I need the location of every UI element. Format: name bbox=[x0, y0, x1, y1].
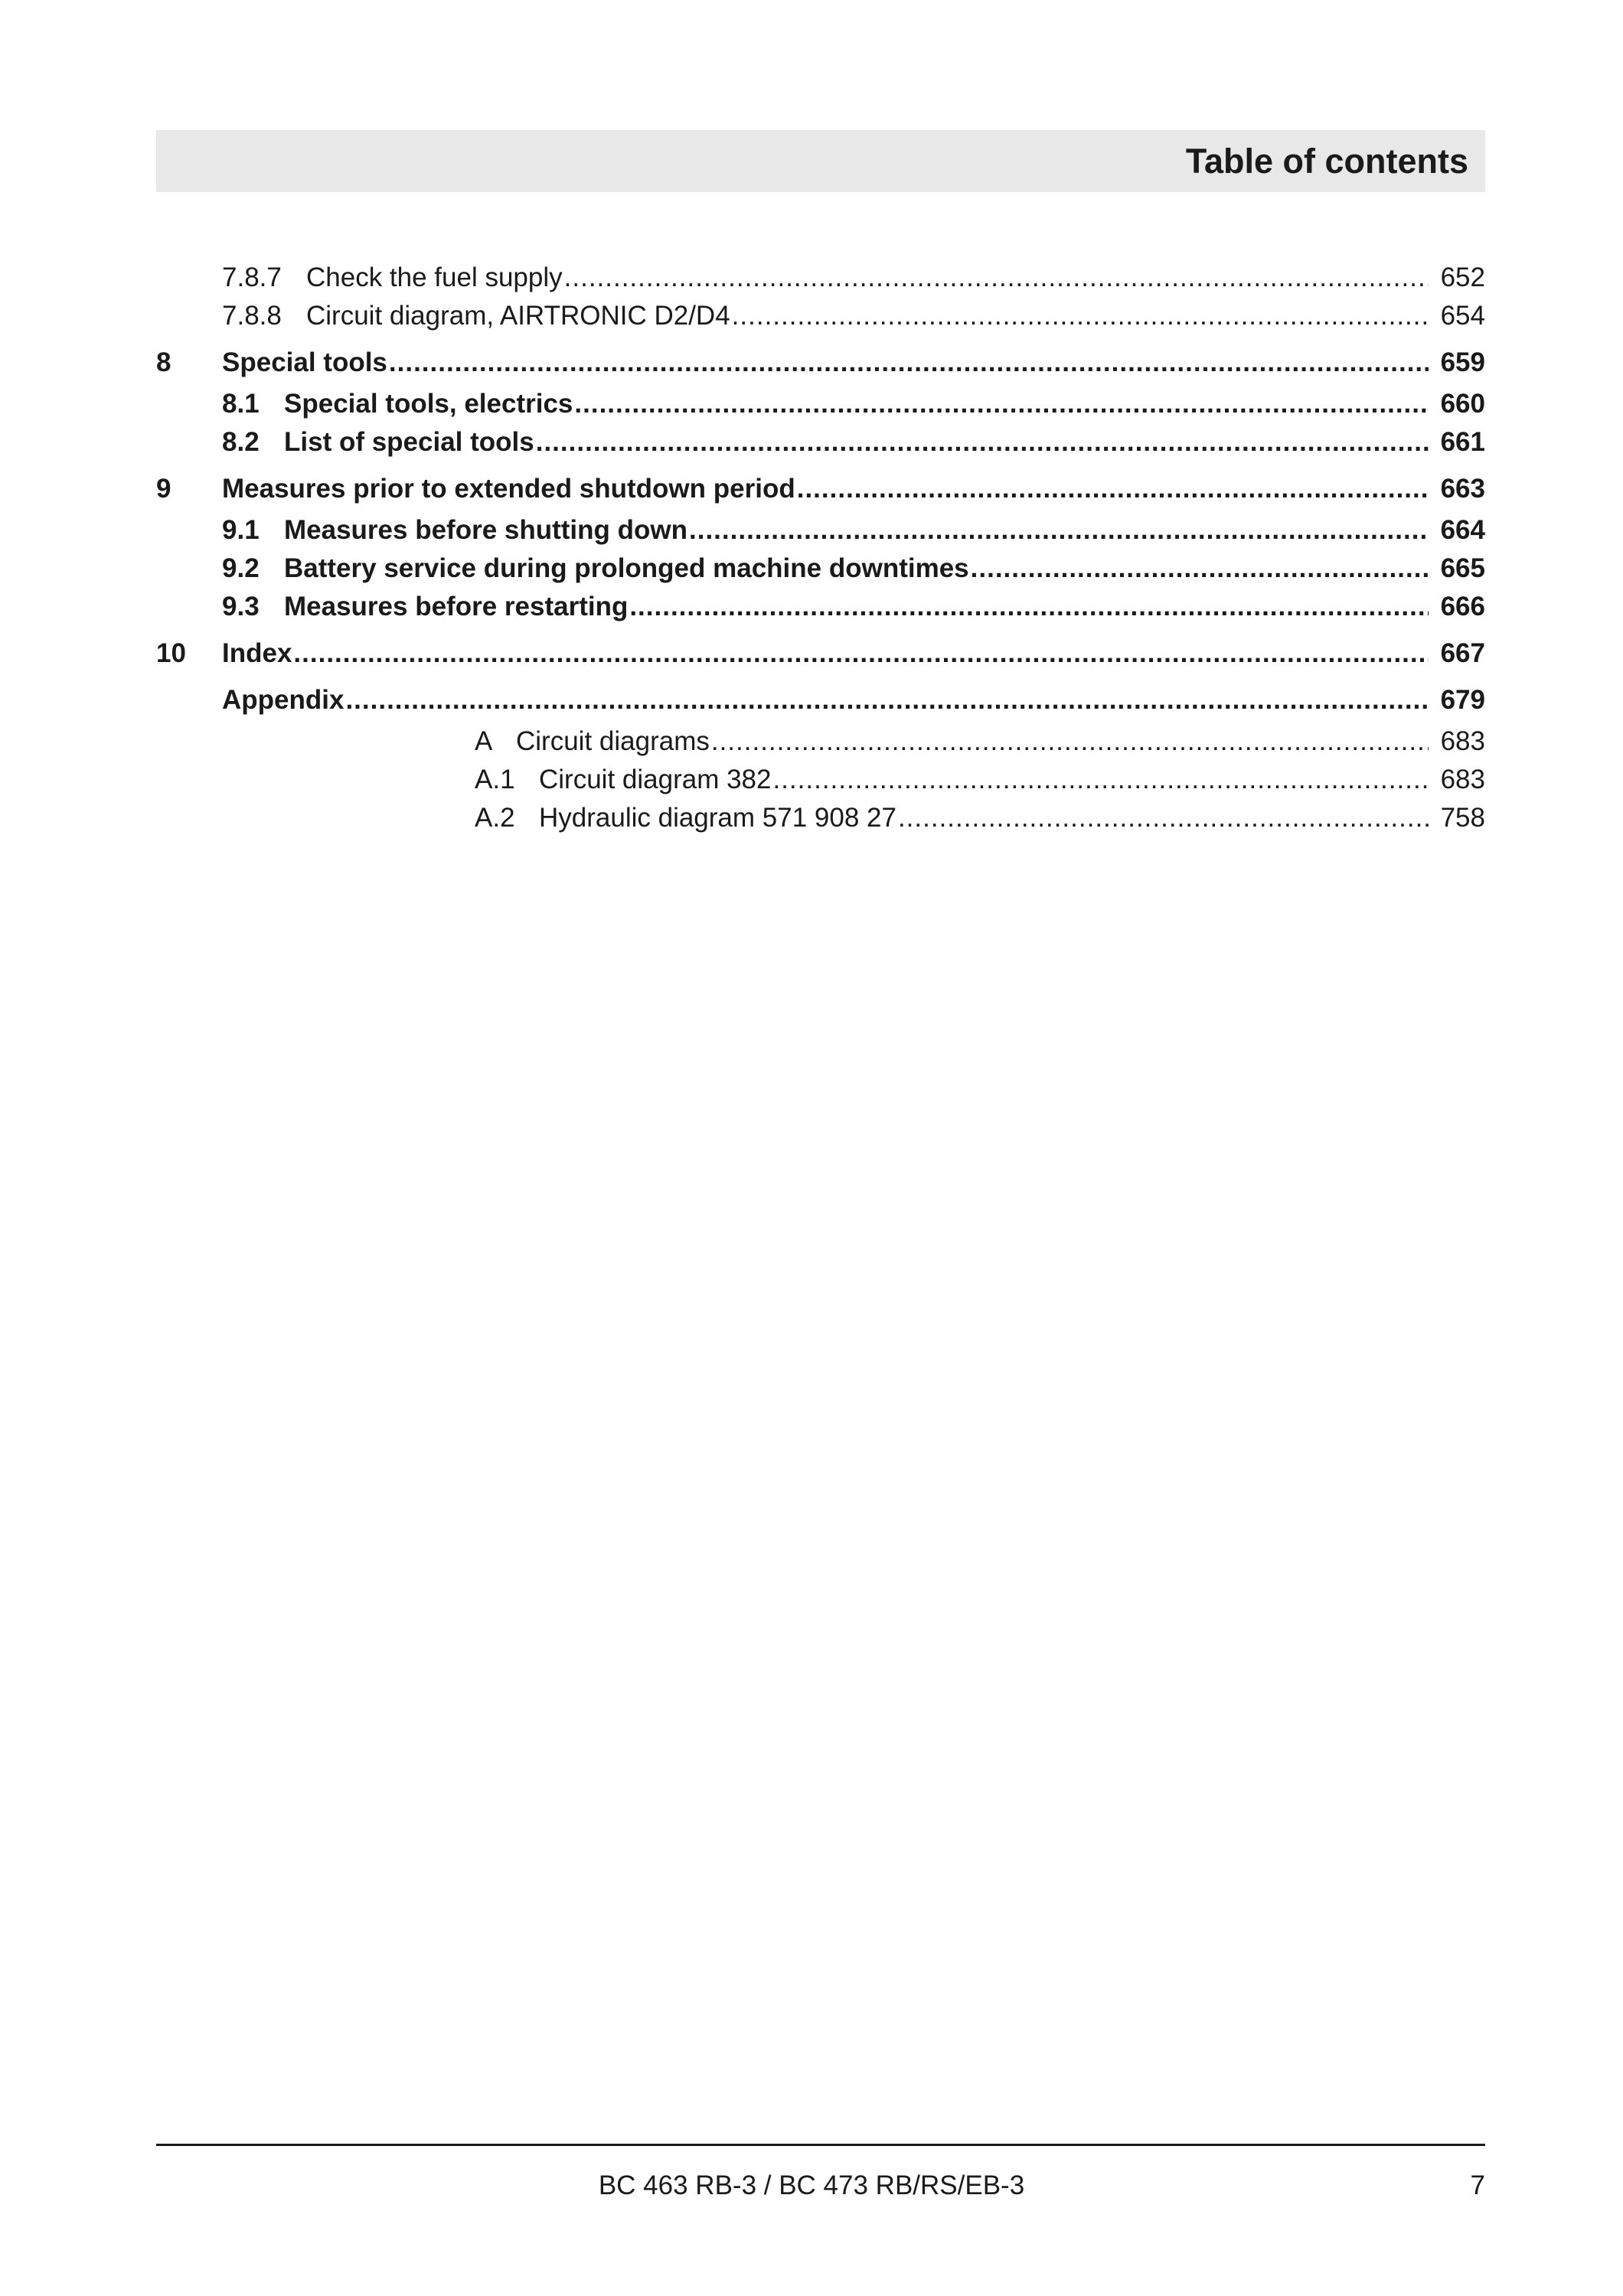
toc-entry-number: 7.8.8 bbox=[222, 301, 282, 331]
toc-entry-number: 8.1 bbox=[222, 389, 260, 419]
toc-entry-number: 8 bbox=[156, 347, 171, 377]
toc-entry-number: 8.2 bbox=[222, 427, 260, 457]
toc-entry-page: 660 bbox=[1440, 389, 1485, 419]
toc-leader bbox=[536, 423, 1429, 461]
toc-leader bbox=[574, 385, 1428, 423]
toc-leader bbox=[797, 470, 1429, 508]
toc-leader bbox=[711, 722, 1429, 761]
toc-entry[interactable] bbox=[222, 259, 1485, 297]
toc-leader bbox=[732, 297, 1429, 335]
toc-leader bbox=[293, 634, 1428, 673]
toc-entry-title: Index bbox=[222, 638, 292, 668]
toc-entry-title: Check the fuel supply bbox=[306, 263, 563, 292]
toc-entry-page: 664 bbox=[1440, 515, 1485, 545]
toc-entry-number: 9.3 bbox=[222, 592, 260, 621]
toc-entry-page: 659 bbox=[1440, 347, 1485, 377]
toc-entry-page: 652 bbox=[1440, 263, 1485, 292]
footer-document-title: BC 463 RB-3 / BC 473 RB/RS/EB-3 bbox=[598, 2170, 1025, 2200]
toc-entry-number: A.2 bbox=[475, 803, 515, 833]
toc-entry-title: Circuit diagram, AIRTRONIC D2/D4 bbox=[306, 301, 730, 331]
toc-entry[interactable] bbox=[222, 681, 1485, 719]
toc-entry-title: List of special tools bbox=[284, 427, 534, 457]
toc-leader bbox=[345, 681, 1428, 719]
toc-leader bbox=[389, 344, 1429, 382]
toc-entry-number: 9.2 bbox=[222, 553, 260, 583]
toc-entry-page: 679 bbox=[1440, 685, 1485, 715]
toc-entry[interactable] bbox=[475, 722, 1485, 761]
toc-entry-number: A.1 bbox=[475, 765, 515, 794]
toc-entry[interactable] bbox=[156, 470, 1485, 508]
toc-entry-page: 663 bbox=[1440, 474, 1485, 504]
toc-entry-number: 9.1 bbox=[222, 515, 260, 545]
toc-entry-title: Measures before restarting bbox=[284, 592, 629, 621]
toc-entry-page: 665 bbox=[1440, 553, 1485, 583]
toc-entry-number: 9 bbox=[156, 474, 171, 504]
toc-entry-number: A bbox=[475, 726, 493, 756]
toc-leader bbox=[971, 550, 1429, 588]
toc-entry[interactable] bbox=[222, 297, 1485, 335]
toc-entry-page: 667 bbox=[1440, 638, 1485, 668]
toc-entry-title: Appendix bbox=[222, 685, 345, 715]
toc-entry-title: Special tools, electrics bbox=[284, 389, 573, 419]
toc-entry[interactable] bbox=[222, 423, 1485, 461]
toc-entry[interactable] bbox=[475, 761, 1485, 799]
toc-entry-title: Measures prior to extended shutdown period bbox=[222, 474, 795, 504]
toc-entry[interactable] bbox=[222, 550, 1485, 588]
footer-divider bbox=[156, 2144, 1485, 2146]
footer-page-number: 7 bbox=[1470, 2170, 1485, 2200]
toc-entry-page: 683 bbox=[1440, 726, 1485, 756]
toc-entry-title: Circuit diagrams bbox=[516, 726, 710, 756]
toc-leader bbox=[898, 799, 1429, 837]
toc-entry[interactable] bbox=[156, 634, 1485, 673]
toc-leader bbox=[564, 259, 1429, 297]
toc-entry-title: Circuit diagram 382 bbox=[539, 765, 772, 794]
toc-entry-title: Measures before shutting down bbox=[284, 515, 687, 545]
toc-entry[interactable] bbox=[156, 344, 1485, 382]
page-title: Table of contents bbox=[1185, 142, 1468, 181]
toc-entry-title: Hydraulic diagram 571 908 27 bbox=[539, 803, 896, 833]
toc-entry-page: 758 bbox=[1440, 803, 1485, 833]
toc-leader bbox=[772, 761, 1428, 799]
toc-entry-title: Battery service during prolonged machine downtimes bbox=[284, 553, 969, 583]
toc-entry[interactable] bbox=[222, 588, 1485, 626]
toc-entry-page: 654 bbox=[1440, 301, 1485, 331]
toc-entry-title: Special tools bbox=[222, 347, 387, 377]
toc-entry[interactable] bbox=[222, 511, 1485, 550]
toc-leader bbox=[629, 588, 1428, 626]
toc-entry[interactable] bbox=[222, 385, 1485, 423]
toc-entry-page: 666 bbox=[1440, 592, 1485, 621]
toc-entry-page: 683 bbox=[1440, 765, 1485, 794]
toc-entry[interactable] bbox=[475, 799, 1485, 837]
toc-entry-number: 10 bbox=[156, 638, 186, 668]
toc-leader bbox=[689, 511, 1429, 550]
toc-entry-page: 661 bbox=[1440, 427, 1485, 457]
toc-entry-number: 7.8.7 bbox=[222, 263, 282, 292]
